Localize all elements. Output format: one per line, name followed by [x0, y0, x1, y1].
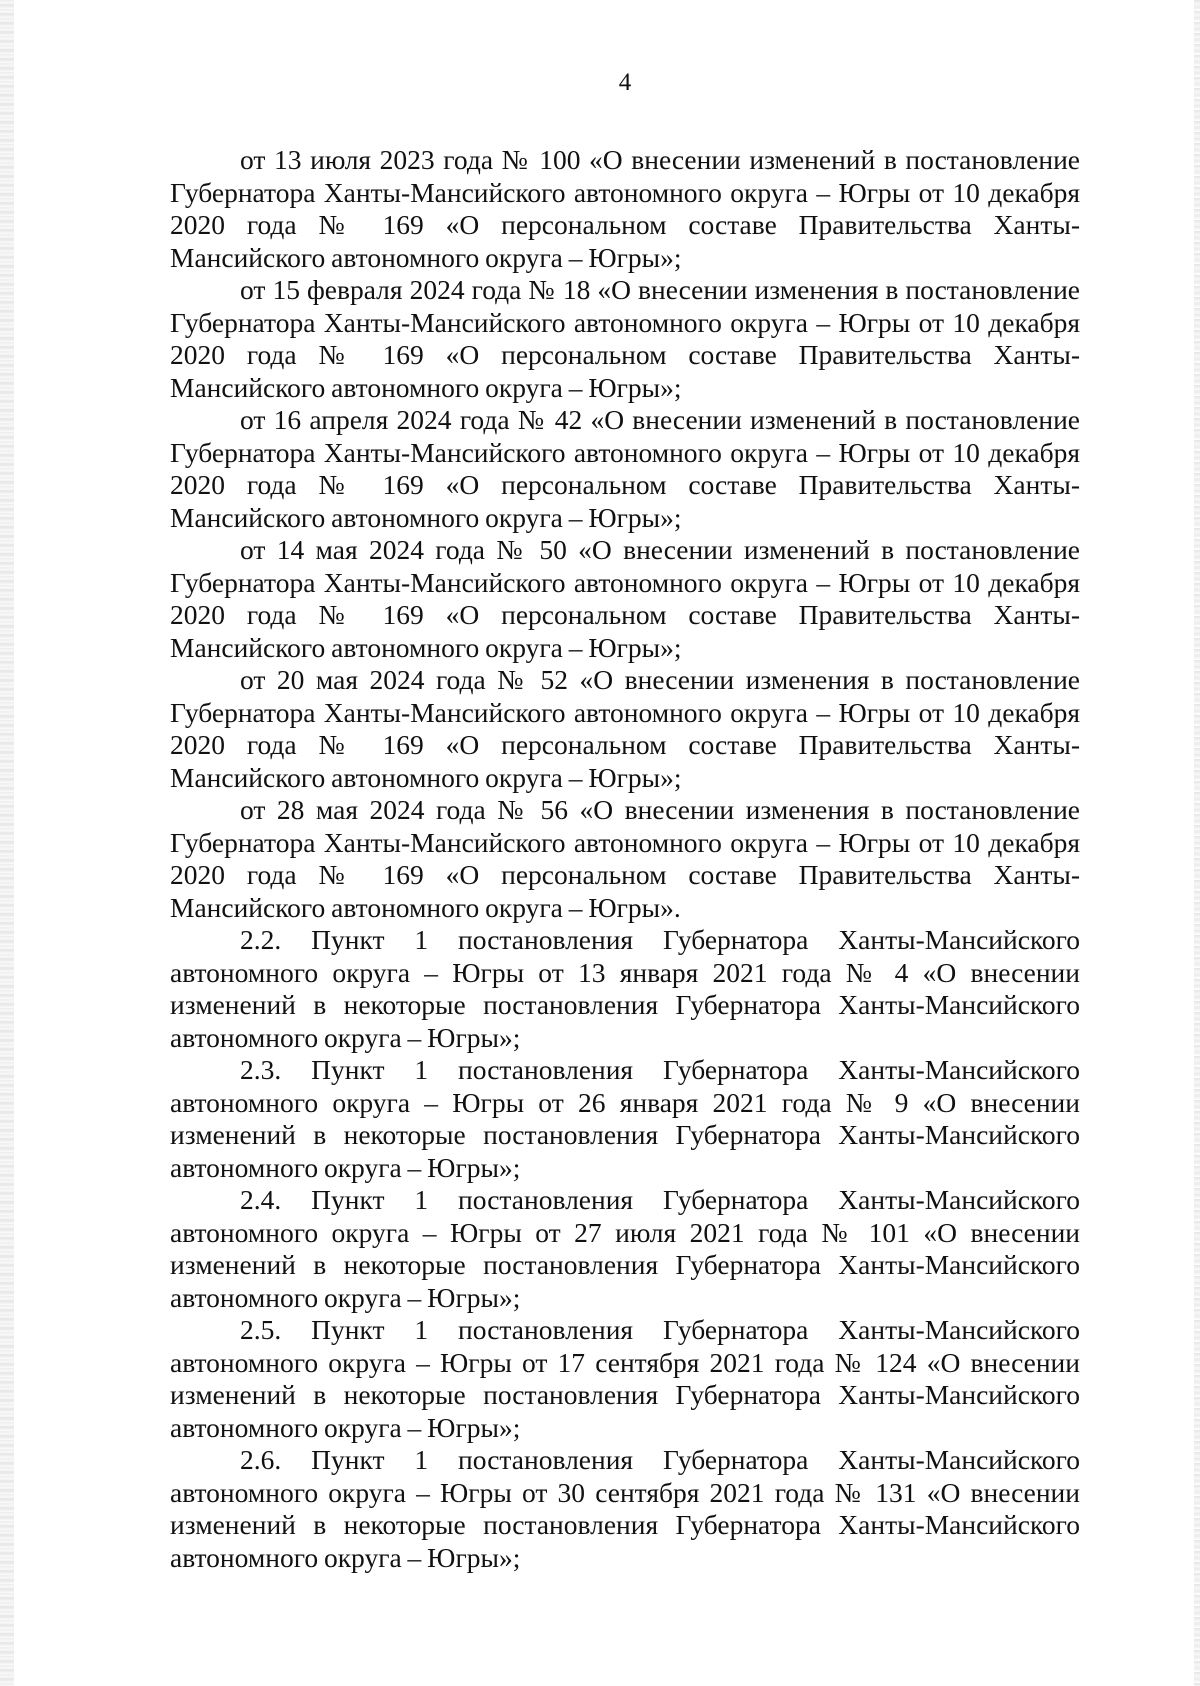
paragraph-amendment-2024-05-28: от 28 мая 2024 года № 56 «О внесении изменения в постановление Губернатора Ханты-Мансийского автономного округа – Югры от 10 декабря 2020 года № 169 «О персональном составе Правительства Ханты-Мансийского автономного округа – Югры». — [170, 794, 1080, 923]
scan-edge-left — [0, 0, 14, 1686]
paragraph-amendment-2024-05-14: от 14 мая 2024 года № 50 «О внесении изменений в постановление Губернатора Ханты-Мансийского автономного округа – Югры от 10 декабря 2020 года № 169 «О персональном составе Правительства Ханты-Мансийского автономного округа – Югры»; — [170, 534, 1080, 663]
paragraph-amendment-2024-04-16: от 16 апреля 2024 года № 42 «О внесении изменений в постановление Губернатора Ханты-Мансийского автономного округа – Югры от 10 декабря 2020 года № 169 «О персональном составе Правительства Ханты-Мансийского автономного округа – Югры»; — [170, 404, 1080, 533]
paragraph-amendment-2024-02-15: от 15 февраля 2024 года № 18 «О внесении изменения в постановление Губернатора Ханты-Мансийского автономного округа – Югры от 10 декабря 2020 года № 169 «О персональном составе Правительства Ханты-Мансийского автономного округа – Югры»; — [170, 274, 1080, 403]
paragraph-item-2-3: 2.3. Пункт 1 постановления Губернатора Ханты-Мансийского автономного округа – Югры от 26 января 2021 года № 9 «О внесении изменений в некоторые постановления Губернатора Ханты-Мансийского автономного округа – Югры»; — [170, 1054, 1080, 1183]
paragraph-item-2-5: 2.5. Пункт 1 постановления Губернатора Ханты-Мансийского автономного округа – Югры от 17 сентября 2021 года № 124 «О внесении изменений в некоторые постановления Губернатора Ханты-Мансийского автономного округа – Югры»; — [170, 1314, 1080, 1443]
paragraph-item-2-2: 2.2. Пункт 1 постановления Губернатора Ханты-Мансийского автономного округа – Югры от 13 января 2021 года № 4 «О внесении изменений в некоторые постановления Губернатора Ханты-Мансийского автономного округа – Югры»; — [170, 924, 1080, 1053]
page-number: 4 — [618, 69, 632, 96]
paragraph-amendment-2023-07-13: от 13 июля 2023 года № 100 «О внесении изменений в постановление Губернатора Ханты-Мансийского автономного округа – Югры от 10 декабря 2020 года № 169 «О персональном составе Правительства Ханты-Мансийского автономного округа – Югры»; — [170, 144, 1080, 273]
paragraph-item-2-4: 2.4. Пункт 1 постановления Губернатора Ханты-Мансийского автономного округа – Югры от 27 июля 2021 года № 101 «О внесении изменений в некоторые постановления Губернатора Ханты-Мансийского автономного округа – Югры»; — [170, 1184, 1080, 1313]
paragraph-item-2-6: 2.6. Пункт 1 постановления Губернатора Ханты-Мансийского автономного округа – Югры от 30 сентября 2021 года № 131 «О внесении изменений в некоторые постановления Губернатора Ханты-Мансийского автономного округа – Югры»; — [170, 1444, 1080, 1573]
document-body — [170, 144, 1080, 1574]
scan-edge-right — [1194, 0, 1200, 1686]
paragraph-amendment-2024-05-20: от 20 мая 2024 года № 52 «О внесении изменения в постановление Губернатора Ханты-Мансийского автономного округа – Югры от 10 декабря 2020 года № 169 «О персональном составе Правительства Ханты-Мансийского автономного округа – Югры»; — [170, 664, 1080, 793]
